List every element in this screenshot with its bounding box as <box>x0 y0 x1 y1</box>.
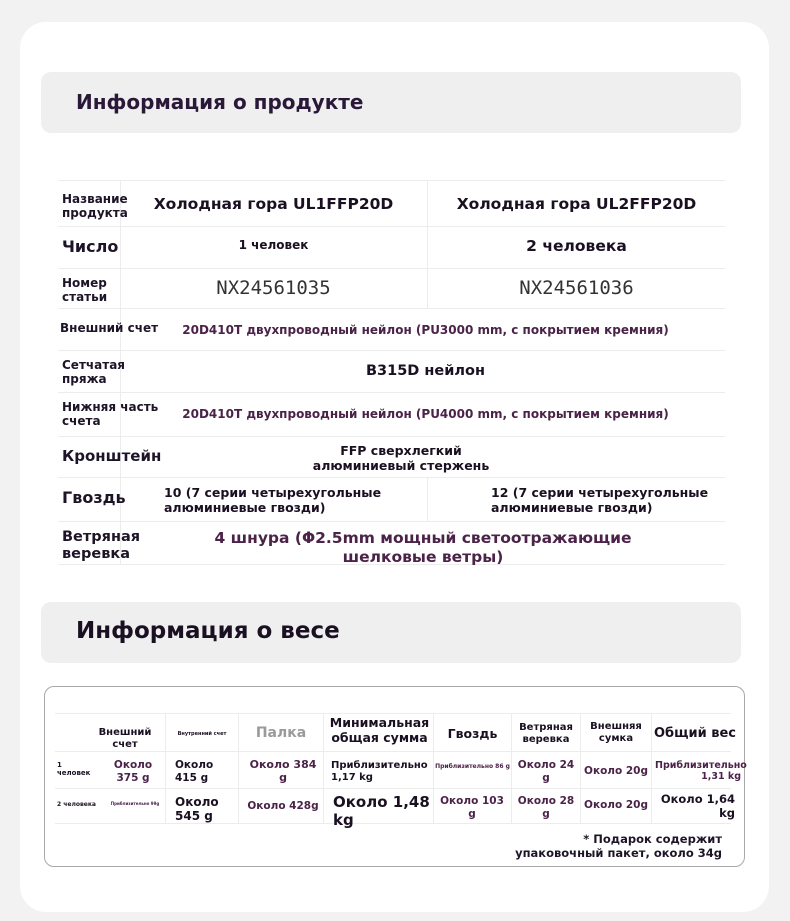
row1-rope: Около 24 g <box>517 759 575 784</box>
count-label: Число <box>62 237 119 256</box>
weight-info-banner <box>41 602 741 663</box>
row1-outer: Около 375 g <box>113 759 153 784</box>
mesh-value: B315D нейлон <box>365 363 486 379</box>
bracket-value-line1: FFP сверхлегкий <box>340 443 462 458</box>
header-bag: Внешняя сумка <box>590 721 642 744</box>
rope-value-line1: 4 шнура (Φ2.5mm мощный светоотражающие <box>214 529 632 547</box>
row2-total: Около 1,64 kg <box>660 792 735 820</box>
product-row-nail <box>58 477 725 521</box>
row1-nail: Приблизительно 86 g <box>435 763 510 770</box>
row1-total: Приблизительно 1,31 kg <box>655 760 747 783</box>
bottom-value: 20D410T двухпроводный нейлон (PU4000 mm, с покрытием кремния) <box>182 407 669 421</box>
product-row-bottom <box>58 392 725 436</box>
header-inner: Внутренний счет <box>177 731 227 737</box>
nail-value-2 <box>491 485 708 515</box>
product-row-name <box>58 180 725 226</box>
product-row-mesh <box>58 350 725 392</box>
gift-note-line2: упаковочный пакет, около 34g <box>515 846 722 861</box>
outer-value: 20D410T двухпроводный нейлон (PU3000 mm, с покрытием кремния) <box>182 323 669 337</box>
nail-value-2-line1: 12 (7 серии четырехугольные <box>491 485 709 500</box>
header-rope: Ветряная веревка <box>519 722 573 745</box>
header-pole: Палка <box>255 725 307 741</box>
product-row-bracket <box>58 436 725 477</box>
gift-note <box>515 832 722 861</box>
row2-outer: Приблизительно 99g <box>110 801 160 806</box>
row2-inner: Около 545 g <box>175 795 219 824</box>
count-value-2: 2 человека <box>526 237 627 255</box>
nail-label: Гвоздь <box>62 488 126 507</box>
weight-header-row <box>55 713 736 751</box>
name-value-2: Холодная гора UL2FFP20D <box>456 195 697 213</box>
product-info-banner <box>41 72 741 133</box>
weight-row-2 <box>55 788 735 829</box>
product-row-article <box>58 268 725 308</box>
rope-label-line1: Ветряная <box>62 529 141 545</box>
bottom-label: Нижняя часть счета <box>62 400 159 428</box>
gift-note-line1: * Подарок содержит <box>583 832 722 846</box>
nail-value-2-line2: алюминиевые гвозди) <box>491 500 653 515</box>
row1-bag: Около 20g <box>584 765 648 777</box>
bracket-value-line2: алюминиевый стержень <box>312 458 490 473</box>
article-value-1: NX24561035 <box>216 277 331 299</box>
weight-table-box <box>44 686 745 867</box>
mesh-label: Сетчатая пряжа <box>62 358 125 386</box>
row1-people: 1 человек <box>57 761 91 778</box>
article-label: Номер статьи <box>62 276 108 304</box>
nail-value-1-line2: алюминиевые гвозди) <box>164 500 326 515</box>
row1-pole: Около 384 g <box>249 758 317 785</box>
header-outer: Внешний счет <box>98 727 152 750</box>
header-nail: Гвоздь <box>447 726 498 741</box>
article-value-2: NX24561036 <box>519 277 634 299</box>
weight-row-1 <box>55 751 747 788</box>
outer-label: Внешний счет <box>60 321 159 335</box>
rope-value <box>178 529 668 566</box>
header-total: Общий вес <box>654 726 736 741</box>
weight-info-title: Информация о весе <box>76 618 340 644</box>
header-min-total: Минимальная общая сумма <box>329 715 430 745</box>
name-label: Название продукта <box>62 192 128 220</box>
product-row-count <box>58 226 725 268</box>
nail-value-1 <box>164 485 381 515</box>
rope-value-line2: шелковые ветры) <box>342 547 504 566</box>
row1-inner: Около 415 g <box>175 759 214 784</box>
product-info-title: Информация о продукте <box>76 90 364 114</box>
row2-pole: Около 428g <box>247 800 319 812</box>
row1-min-total: Приблизительно 1,17 kg <box>331 760 428 783</box>
nail-column-divider <box>427 477 428 521</box>
row2-nail: Около 103 g <box>440 795 504 820</box>
product-row-rope <box>58 521 725 565</box>
row2-bag: Около 20g <box>584 799 648 811</box>
rope-label <box>62 529 140 562</box>
bracket-value <box>178 443 624 473</box>
rope-label-line2: веревка <box>62 545 131 562</box>
row2-rope: Около 28 g <box>517 795 575 820</box>
count-value-1: 1 человек <box>238 238 309 252</box>
name-value-1: Холодная гора UL1FFP20D <box>153 195 394 213</box>
row2-people: 2 человека <box>57 801 96 808</box>
row2-min-total: Около 1,48 kg <box>333 793 430 829</box>
nail-value-1-line1: 10 (7 серии четырехугольные <box>164 485 382 500</box>
bracket-label: Кронштейн <box>62 447 162 465</box>
product-row-outer <box>58 308 725 350</box>
